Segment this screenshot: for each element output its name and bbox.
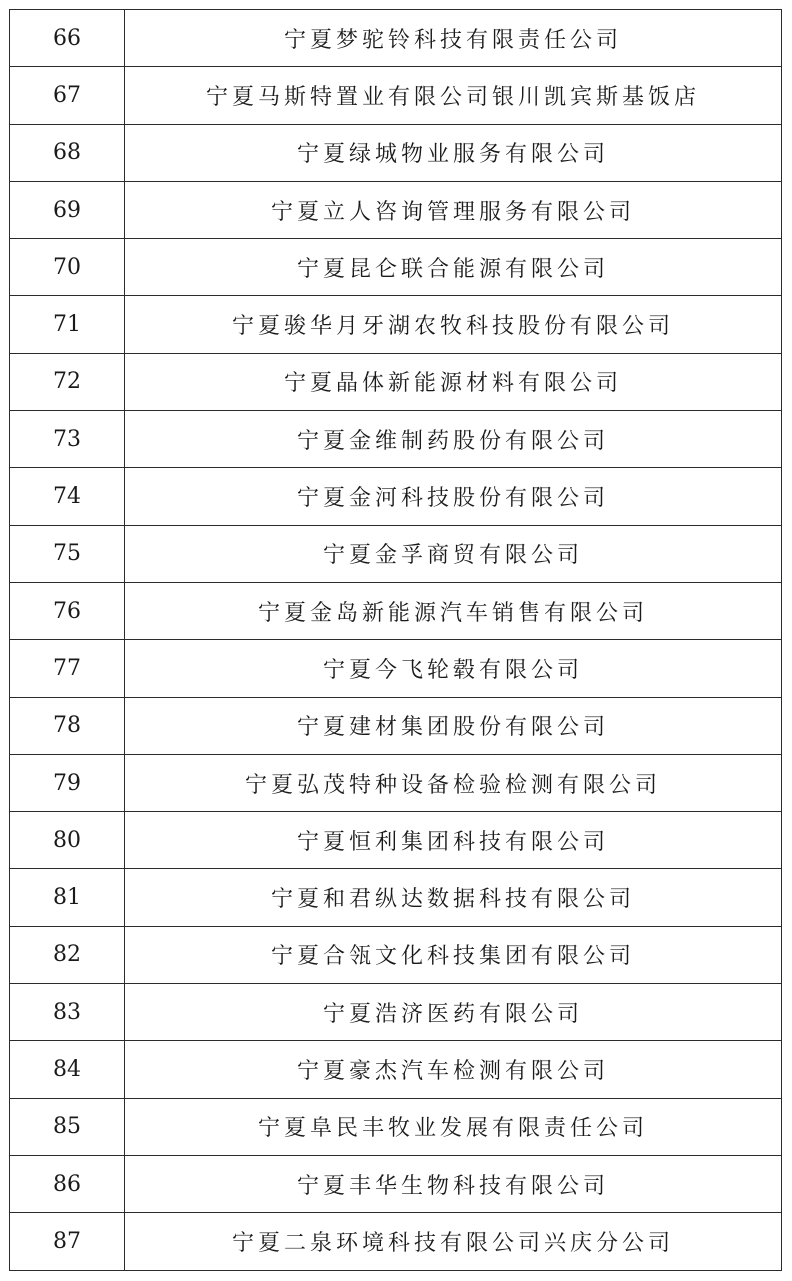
company-name: 宁夏绿城物业服务有限公司 (125, 124, 782, 181)
row-number: 71 (10, 296, 125, 353)
row-number: 67 (10, 67, 125, 124)
row-number: 84 (10, 1041, 125, 1098)
table-row (10, 640, 782, 697)
company-name: 宁夏二泉环境科技有限公司兴庆分公司 (125, 1213, 782, 1270)
row-number: 78 (10, 697, 125, 754)
table-row (10, 812, 782, 869)
row-number: 75 (10, 525, 125, 582)
company-name: 宁夏梦驼铃科技有限责任公司 (125, 10, 782, 67)
table-row (10, 10, 782, 67)
company-name: 宁夏昆仑联合能源有限公司 (125, 239, 782, 296)
company-name: 宁夏浩济医药有限公司 (125, 984, 782, 1041)
table-row (10, 697, 782, 754)
row-number: 79 (10, 754, 125, 811)
company-name: 宁夏金河科技股份有限公司 (125, 468, 782, 525)
row-number: 69 (10, 181, 125, 238)
table-row (10, 181, 782, 238)
table-row (10, 239, 782, 296)
row-number: 87 (10, 1213, 125, 1270)
row-number: 83 (10, 984, 125, 1041)
company-name: 宁夏金维制药股份有限公司 (125, 411, 782, 468)
company-list-table (9, 9, 782, 1271)
company-name: 宁夏金孚商贸有限公司 (125, 525, 782, 582)
company-name: 宁夏金岛新能源汽车销售有限公司 (125, 582, 782, 639)
company-name: 宁夏合瓴文化科技集团有限公司 (125, 926, 782, 983)
row-number: 82 (10, 926, 125, 983)
company-list-sheet (9, 9, 782, 1271)
row-number: 86 (10, 1155, 125, 1212)
company-name: 宁夏建材集团股份有限公司 (125, 697, 782, 754)
table-row (10, 124, 782, 181)
row-number: 70 (10, 239, 125, 296)
table-row (10, 525, 782, 582)
row-number: 80 (10, 812, 125, 869)
row-number: 66 (10, 10, 125, 67)
company-name: 宁夏恒利集团科技有限公司 (125, 812, 782, 869)
row-number: 85 (10, 1098, 125, 1155)
row-number: 68 (10, 124, 125, 181)
table-row (10, 468, 782, 525)
table-row (10, 984, 782, 1041)
table-row (10, 582, 782, 639)
company-name: 宁夏立人咨询管理服务有限公司 (125, 181, 782, 238)
company-name: 宁夏骏华月牙湖农牧科技股份有限公司 (125, 296, 782, 353)
table-row (10, 1155, 782, 1212)
company-name: 宁夏晶体新能源材料有限公司 (125, 353, 782, 410)
company-name: 宁夏和君纵达数据科技有限公司 (125, 869, 782, 926)
table-row (10, 411, 782, 468)
row-number: 77 (10, 640, 125, 697)
row-number: 73 (10, 411, 125, 468)
table-row (10, 67, 782, 124)
table-row (10, 1098, 782, 1155)
company-name: 宁夏今飞轮毂有限公司 (125, 640, 782, 697)
table-row (10, 1213, 782, 1270)
row-number: 81 (10, 869, 125, 926)
table-row (10, 926, 782, 983)
table-row (10, 296, 782, 353)
row-number: 76 (10, 582, 125, 639)
company-name: 宁夏弘茂特种设备检验检测有限公司 (125, 754, 782, 811)
table-row (10, 1041, 782, 1098)
company-name: 宁夏豪杰汽车检测有限公司 (125, 1041, 782, 1098)
table-row (10, 869, 782, 926)
row-number: 74 (10, 468, 125, 525)
table-row (10, 353, 782, 410)
row-number: 72 (10, 353, 125, 410)
company-name: 宁夏丰华生物科技有限公司 (125, 1155, 782, 1212)
company-name: 宁夏阜民丰牧业发展有限责任公司 (125, 1098, 782, 1155)
company-list-body (10, 10, 782, 1271)
company-name: 宁夏马斯特置业有限公司银川凯宾斯基饭店 (125, 67, 782, 124)
table-row (10, 754, 782, 811)
